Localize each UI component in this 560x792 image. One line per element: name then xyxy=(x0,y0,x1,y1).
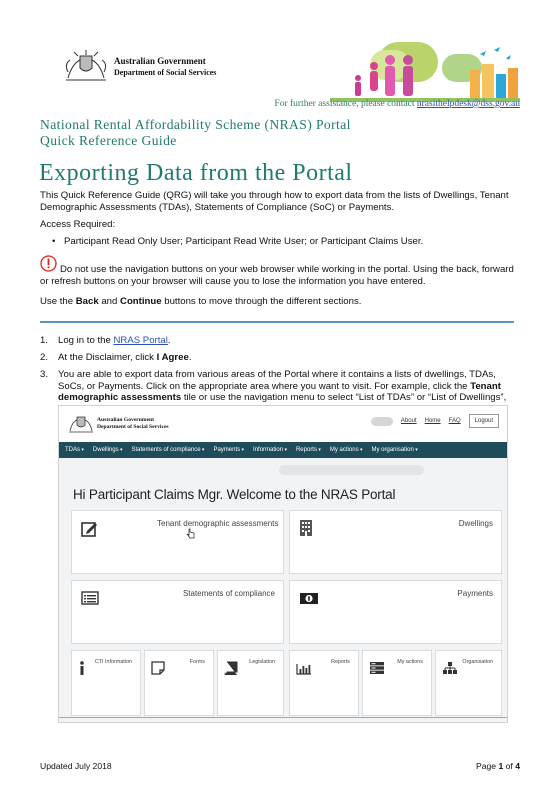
coat-of-arms-logo xyxy=(60,48,112,84)
updated-date: Updated July 2018 xyxy=(40,761,112,771)
portal-gov-line1: Australian Government xyxy=(97,417,155,423)
about-link[interactable]: About xyxy=(400,418,417,424)
tile-my-actions[interactable] xyxy=(362,650,432,716)
step-2 xyxy=(40,352,524,364)
tile-label: Forms xyxy=(189,659,205,665)
tile-label: Tenant demographic assessments xyxy=(157,519,279,528)
gov-line1: Australian Government xyxy=(114,56,206,66)
list-icon xyxy=(81,591,99,605)
step-number: 3. xyxy=(40,369,49,380)
assistance-line xyxy=(274,99,520,109)
access-bullet: • Participant Read Only User; Participant Read Write User; or Participant Claims User. xyxy=(64,236,423,247)
tile-forms[interactable] xyxy=(144,650,214,716)
tile-label: Reports xyxy=(331,659,350,665)
portal-top-links xyxy=(371,414,499,428)
use-buttons-pre: Use the xyxy=(40,296,76,307)
step-3-end: tile or use the navigation menu to select “List of TDAs” or “List of Dwellings”, xyxy=(183,392,507,403)
portal-crest-logo xyxy=(67,412,95,434)
section-divider xyxy=(40,321,514,323)
step-2-text: At the Disclaimer, click xyxy=(58,352,157,363)
cursor-hand-icon xyxy=(186,528,195,539)
programme-title xyxy=(40,117,351,149)
tile-reports[interactable] xyxy=(289,650,359,716)
form-icon xyxy=(151,661,165,675)
family-banner-image xyxy=(330,40,520,104)
portal-gov-wordmark xyxy=(97,417,169,431)
nav-my-organisation[interactable]: My organisation ▾ xyxy=(371,447,417,453)
server-list-icon xyxy=(369,661,385,675)
intro-paragraph: This Quick Reference Guide (QRG) will take you through how to export data from the lists of Dwellings, Tenant Demographic Assessments (TDAs), Statements of Compliance (SoC) or Payments. xyxy=(40,190,509,213)
page-total: 4 xyxy=(515,761,520,771)
tile-label: Dwellings xyxy=(458,519,493,528)
logout-button[interactable]: Logout xyxy=(469,414,499,428)
bar-chart-icon xyxy=(296,663,312,675)
tile-label: Legislation xyxy=(249,659,275,665)
home-link[interactable]: Home xyxy=(424,418,441,424)
continue-label: Continue xyxy=(120,296,162,307)
step-1-text: Log in to the xyxy=(58,335,114,346)
nav-information[interactable]: Information ▾ xyxy=(253,447,287,453)
step-3-text: You are able to export data from various areas of the Portal where it contains a lists of dwellings, TDAs, SoCs, or Payments. Click on the appropriate area where you want to visit. For example, click the xyxy=(58,369,496,392)
info-icon xyxy=(79,661,85,675)
tile-organisation[interactable] xyxy=(435,650,502,716)
tile-label: Statements of compliance xyxy=(182,589,275,598)
nav-reports[interactable]: Reports ▾ xyxy=(296,447,321,453)
portal-screenshot xyxy=(58,405,508,723)
tile-dwellings[interactable] xyxy=(289,510,502,574)
tda-tile-label: Tenant demographic assessments xyxy=(58,380,501,403)
i-agree-label: I Agree xyxy=(156,352,189,363)
helpdesk-email-link[interactable]: nrasithelpdesk@dss.gov.au xyxy=(416,99,520,109)
step-number: 1. xyxy=(40,335,49,346)
portal-nav-bar xyxy=(59,442,507,458)
portal-gov-line2: Department of Social Services xyxy=(97,424,169,430)
use-buttons-mid: and xyxy=(98,296,121,307)
building-icon xyxy=(299,519,313,537)
welcome-heading: Hi Participant Claims Mgr. Welcome to the NRAS Portal xyxy=(73,487,396,502)
page-of: of xyxy=(503,761,516,771)
tile-label: CTI Information xyxy=(94,659,132,665)
use-buttons-post: buttons to move through the different sections. xyxy=(161,296,362,307)
tile-label: My actions xyxy=(397,659,423,665)
tile-label: Organisation xyxy=(462,659,493,665)
gov-line2: Department of Social Services xyxy=(114,68,217,77)
page-number xyxy=(476,761,520,771)
page-current: 1 xyxy=(498,761,504,771)
programme-line1: National Rental Affordability Scheme (NRAS) Portal xyxy=(40,117,351,132)
warning-text: Do not use the navigation buttons on your web browser while working in the portal. Using the back, forward or refresh buttons on your browser will cause you to lose the information you have entered. xyxy=(40,264,514,287)
tile-legislation[interactable] xyxy=(217,650,284,716)
step-1 xyxy=(40,335,524,347)
faq-link[interactable]: FAQ xyxy=(448,418,461,424)
step-2-end: . xyxy=(188,352,192,363)
nav-dwellings[interactable]: Dwellings ▾ xyxy=(93,447,123,453)
assistance-text: For further assistance, please contact xyxy=(274,99,417,109)
edit-icon xyxy=(81,520,99,538)
gov-wordmark xyxy=(114,56,216,78)
portal-header xyxy=(59,406,507,442)
nav-payments[interactable]: Payments ▾ xyxy=(213,447,244,453)
page-label: Page xyxy=(476,761,499,771)
back-label: Back xyxy=(75,296,99,307)
org-chart-icon xyxy=(442,661,458,675)
nav-my-actions[interactable]: My actions ▾ xyxy=(330,447,363,453)
use-buttons-text xyxy=(40,296,524,308)
programme-line2: Quick Reference Guide xyxy=(40,133,177,148)
step-1-end: . xyxy=(167,335,171,346)
portal-footer-line xyxy=(59,717,507,718)
tile-statements-of-compliance[interactable] xyxy=(71,580,284,644)
tile-label: Payments xyxy=(457,589,493,598)
page-title: Exporting Data from the Portal xyxy=(39,160,353,186)
step-number: 2. xyxy=(40,352,49,363)
access-label: Access Required: xyxy=(40,219,116,230)
blurred-banner xyxy=(279,465,424,475)
nav-tdas[interactable]: TDAs ▾ xyxy=(65,447,84,453)
tile-payments[interactable] xyxy=(289,580,502,644)
book-icon xyxy=(224,661,238,675)
money-icon xyxy=(299,592,319,605)
nras-portal-link[interactable]: NRAS Portal xyxy=(113,335,168,346)
tile-tenant-demographic-assessments[interactable] xyxy=(71,510,284,574)
tile-cti-information[interactable] xyxy=(71,650,141,716)
nav-statements[interactable]: Statements of compliance ▾ xyxy=(132,447,205,453)
blurred-user xyxy=(371,417,393,426)
